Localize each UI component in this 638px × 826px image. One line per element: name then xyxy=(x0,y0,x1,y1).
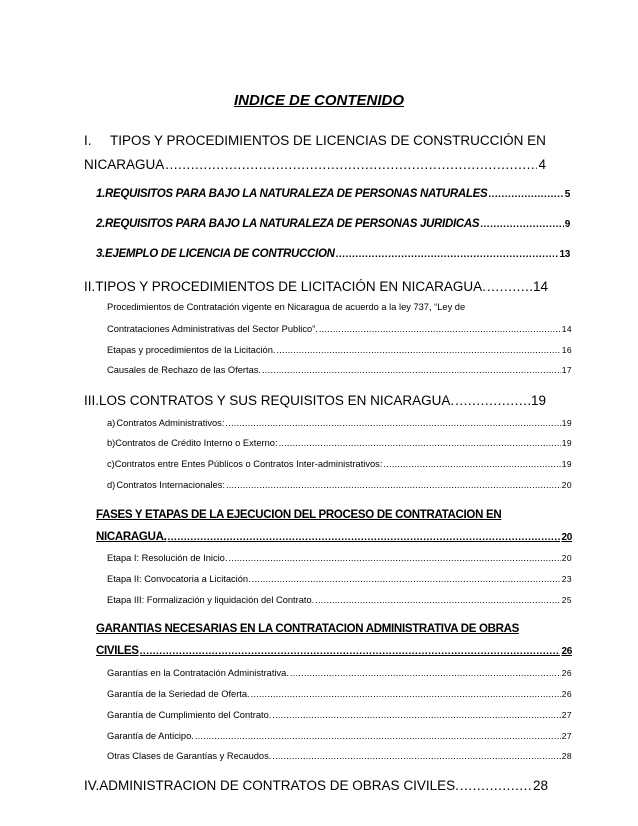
page-number: 20 xyxy=(561,553,572,563)
toc-section-4-heading[interactable] xyxy=(84,778,548,793)
toc-entry[interactable] xyxy=(107,710,572,720)
entry-title: EJEMPLO DE LICENCIA DE CONTRUCCION xyxy=(105,248,335,260)
dot-leader xyxy=(225,418,560,428)
dot-leader xyxy=(336,249,559,260)
entry-letter: d) xyxy=(107,480,116,490)
page-number: 19 xyxy=(561,438,572,448)
page-number: 28 xyxy=(532,778,548,793)
page-number: 27 xyxy=(561,710,572,720)
section-title: ADMINISTRACION DE CONTRATOS DE OBRAS CIVILES. xyxy=(99,778,459,793)
dot-leader xyxy=(460,778,532,793)
entry-number: 2. xyxy=(96,218,105,230)
toc-entry-line1[interactable] xyxy=(107,302,567,312)
dot-leader xyxy=(488,189,563,200)
toc-entry[interactable] xyxy=(107,668,572,678)
toc-entry[interactable] xyxy=(96,218,570,230)
toc-entry[interactable] xyxy=(107,459,572,469)
toc-entry[interactable] xyxy=(96,248,570,260)
page-number: 23 xyxy=(561,574,572,584)
dot-leader xyxy=(251,689,561,699)
toc-entry[interactable] xyxy=(107,731,572,741)
dot-leader xyxy=(487,279,532,294)
dot-leader xyxy=(383,459,560,469)
page-number: 9 xyxy=(564,219,570,230)
toc-heading-garantias-continuation[interactable] xyxy=(96,645,572,657)
dot-leader xyxy=(290,668,561,678)
section-title: LOS CONTRATOS Y SUS REQUISITOS EN NICARAGUA. xyxy=(99,393,455,408)
toc-entry[interactable] xyxy=(96,188,570,200)
dot-leader xyxy=(319,324,561,334)
dot-leader xyxy=(480,219,564,230)
toc-entry[interactable] xyxy=(107,418,572,428)
toc-entry[interactable] xyxy=(107,689,572,699)
dot-leader xyxy=(315,595,561,605)
toc-section-1-heading[interactable] xyxy=(84,133,554,148)
dot-leader xyxy=(279,438,561,448)
entry-letter: c) xyxy=(107,459,115,469)
entry-title: REQUISITOS PARA BAJO LA NATURALEZA DE PERSONAS NATURALES xyxy=(105,188,488,200)
page-number: 26 xyxy=(561,668,572,678)
page-number: 16 xyxy=(561,345,572,355)
toc-heading-fases-continuation[interactable] xyxy=(96,531,572,543)
heading-title: GARANTÍAS NECESARIAS EN LA CONTRATACIÓN ADMINISTRATIVA DE OBRAS xyxy=(96,623,519,635)
page-number: 14 xyxy=(561,324,572,334)
page-number: 26 xyxy=(561,646,572,657)
entry-number: 1. xyxy=(96,188,105,200)
toc-heading-fases[interactable] xyxy=(96,509,572,521)
entry-title: Procedimientos de Contratación vigente en Nicaragua de acuerdo a la ley 737, “Ley de xyxy=(107,302,466,312)
page-number: 19 xyxy=(561,418,572,428)
dot-leader xyxy=(195,731,561,741)
entry-title: Etapa II: Convocatoria a Licitación. xyxy=(107,574,251,584)
entry-letter: b) xyxy=(107,438,116,448)
toc-section-3-heading[interactable] xyxy=(84,393,546,408)
section-roman-numeral: II. xyxy=(84,279,96,294)
entry-title: Garantía de Anticipo. xyxy=(107,731,194,741)
dot-leader xyxy=(272,751,560,761)
dot-leader xyxy=(165,157,537,172)
dot-leader xyxy=(276,345,560,355)
heading-title-continued: CIVILES xyxy=(96,645,139,657)
entry-title: Contratos Internacionales: xyxy=(116,480,225,490)
section-title: TIPOS Y PROCEDIMIENTOS DE LICITACIÓN EN NICARAGUA. xyxy=(95,279,486,294)
dot-leader xyxy=(272,710,560,720)
page-number: 4 xyxy=(538,157,546,172)
toc-entry[interactable] xyxy=(107,438,572,448)
entry-title: Otras Clases de Garantías y Recaudos. xyxy=(107,751,272,761)
entry-title: Etapas y procedimientos de la Licitación. xyxy=(107,345,276,355)
section-title-continued: NICARAGUA xyxy=(84,157,165,172)
page-number: 19 xyxy=(530,393,546,408)
entry-title: Garantías en la Contratación Administrativa. xyxy=(107,668,289,678)
entry-title: Contratos de Crédito Interno o Externo: xyxy=(115,438,278,448)
page-number: 20 xyxy=(561,532,572,543)
entry-title: REQUISITOS PARA BAJO LA NATURALEZA DE PERSONAS JURIDICAS xyxy=(105,218,480,230)
entry-title-continued: Contrataciones Administrativas del Sector Publico”. xyxy=(107,324,318,334)
dot-leader xyxy=(252,574,561,584)
page-number: 14 xyxy=(532,279,548,294)
toc-entry[interactable] xyxy=(107,751,572,761)
toc-title: INDICE DE CONTENIDO xyxy=(233,92,404,109)
dot-leader xyxy=(167,532,560,543)
entry-number: 3. xyxy=(96,248,105,260)
toc-entry[interactable] xyxy=(107,365,572,375)
toc-section-2-heading[interactable] xyxy=(84,279,548,294)
toc-entry[interactable] xyxy=(107,595,572,605)
toc-entry[interactable] xyxy=(107,480,572,490)
heading-title-continued: NICARAGUA. xyxy=(96,531,167,543)
section-roman-numeral: IV. xyxy=(84,778,100,793)
toc-section-1-continuation[interactable] xyxy=(84,157,546,172)
dot-leader xyxy=(228,553,560,563)
toc-entry-line2[interactable] xyxy=(107,324,572,334)
entry-title: Etapa I: Resolución de Inicio. xyxy=(107,553,228,563)
section-roman-numeral: I. xyxy=(84,133,92,148)
section-title: TIPOS Y PROCEDIMIENTOS DE LICENCIAS DE CONSTRUCCIÓN EN xyxy=(110,133,546,148)
entry-title: Causales de Rechazo de las Ofertas. xyxy=(107,365,261,375)
entry-title: Contratos entre Entes Públicos o Contratos Inter-administrativos: xyxy=(114,459,383,469)
page-number: 26 xyxy=(561,689,572,699)
dot-leader xyxy=(226,480,561,490)
toc-entry[interactable] xyxy=(107,345,572,355)
dot-leader xyxy=(140,646,561,657)
toc-heading-garantias[interactable] xyxy=(96,623,572,635)
entry-title: Contratos Administrativos: xyxy=(116,418,225,428)
page-number: 20 xyxy=(561,480,572,490)
page-number: 28 xyxy=(561,751,572,761)
dot-leader xyxy=(455,393,530,408)
entry-title: Garantía de Cumplimiento del Contrato. xyxy=(107,710,272,720)
page-number: 17 xyxy=(561,365,572,375)
toc-entry[interactable] xyxy=(107,574,572,584)
dot-leader xyxy=(262,365,561,375)
page-number: 25 xyxy=(561,595,572,605)
entry-title: Garantía de la Seriedad de Oferta. xyxy=(107,689,250,699)
heading-title: FASES Y ETAPAS DE LA EJECUCIÓN DEL PROCESO DE CONTRATACIÓN EN xyxy=(96,509,502,521)
page-number: 5 xyxy=(564,189,570,200)
entry-title: Etapa III: Formalización y liquidación del Contrato. xyxy=(107,595,315,605)
page-number: 19 xyxy=(561,459,572,469)
section-roman-numeral: III. xyxy=(84,393,100,408)
entry-letter: a) xyxy=(107,418,116,428)
page-number: 27 xyxy=(561,731,572,741)
page-number: 13 xyxy=(559,249,570,260)
toc-entry[interactable] xyxy=(107,553,572,563)
